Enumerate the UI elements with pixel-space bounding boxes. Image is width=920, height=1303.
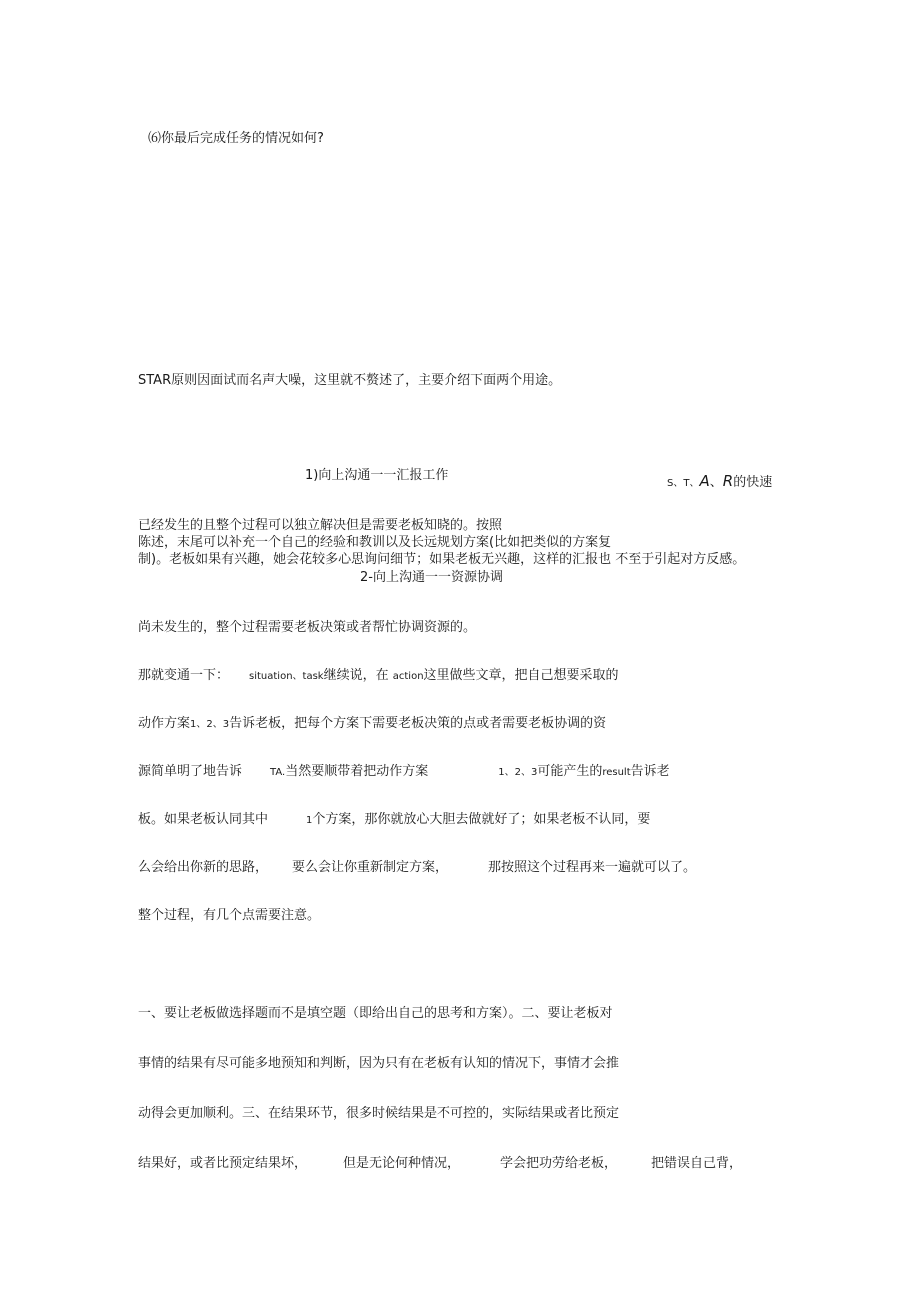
para12-seg-d: 把错误自己背， — [651, 1156, 743, 1171]
star-sep: 、 — [709, 475, 723, 490]
para1-line2-text: 陈述，末尾可以补充一个自己的经验和教训以及长远规划方案(比如把类似的方案复 — [138, 535, 612, 550]
intro-paragraph — [138, 373, 561, 389]
para6-seg-c: 个方案，那你就放心大胆去做就好了；如果老板不认同，要 — [312, 812, 651, 827]
para2 — [138, 620, 476, 636]
para7-seg-b: 要么会让你重新制定方案， — [292, 860, 449, 875]
question-6 — [148, 131, 324, 147]
para12-seg-a: 结果好，或者比预定结果坏， — [138, 1156, 308, 1171]
para10-text: 事情的结果有尽可能多地预知和判断，因为只有在老板有认知的情况下，事情才会推 — [138, 1056, 620, 1071]
para1-line3-text: 制)。老板如果有兴趣，她会花较多心思询问细节；如果老板无兴趣，这样的汇报也 不至于引起对方反感。 — [138, 552, 746, 567]
para4-seg-a: 动作方案 — [138, 716, 191, 731]
question-6-text: ⑹你最后完成任务的情况如何? — [148, 131, 324, 146]
para9-text: 一、要让老板做选择题而不是填空题（即给出自己的思考和方案）。二、要让老板对 — [138, 1006, 613, 1021]
para9 — [138, 1006, 613, 1022]
para6-seg-a: 板。如果老板认同其中 — [138, 812, 269, 827]
para1-line3 — [138, 552, 745, 568]
star-s-t: S、T、 — [667, 478, 700, 489]
para5-seg-d: 1、2、3 — [498, 767, 538, 778]
para7 — [138, 860, 696, 876]
para5-seg-b: TA. — [270, 767, 286, 778]
para5-seg-f: result — [602, 767, 631, 778]
para4 — [138, 716, 606, 733]
para5-seg-g: 告诉老 — [630, 764, 670, 779]
para12 — [138, 1156, 742, 1172]
heading-report-work-text: 1)向上沟通一一汇报工作 — [305, 468, 449, 483]
heading-resource-coordination — [360, 570, 503, 586]
para12-seg-b: 但是无论何种情况， — [343, 1156, 461, 1171]
para11 — [138, 1106, 619, 1122]
star-a: A — [699, 472, 710, 490]
para3-seg-b: situation、task — [249, 671, 324, 682]
para1-line1-text: 已经发生的且整个过程可以独立解决但是需要老板知晓的。按照 — [138, 518, 503, 533]
intro-text: STAR原则因面试而名声大噪，这里就不赘述了，主要介绍下面两个用途。 — [138, 373, 562, 388]
para8-text: 整个过程，有几个点需要注意。 — [138, 908, 321, 923]
para8 — [138, 908, 320, 924]
para10 — [138, 1056, 619, 1072]
para1-line1 — [138, 518, 502, 534]
para3-seg-e: 这里做些文章，把自己想要采取的 — [423, 668, 619, 683]
para7-seg-a: 么会给出你新的思路， — [138, 860, 269, 875]
para5-seg-e: 可能产生的 — [537, 764, 603, 779]
para3-seg-a: 那就变通一下： — [138, 668, 230, 683]
para3-seg-d: action — [392, 671, 424, 682]
para2-text: 尚未发生的，整个过程需要老板决策或者帮忙协调资源的。 — [138, 620, 477, 635]
para3 — [138, 668, 619, 685]
para5-seg-a: 源简单明了地告诉 — [138, 764, 243, 779]
para6 — [138, 812, 650, 829]
para5 — [138, 764, 670, 781]
para11-text: 动得会更加顺利。三、在结果环节，很多时候结果是不可控的，实际结果或者比预定 — [138, 1106, 620, 1121]
para4-seg-b: 1、2、3 — [190, 719, 230, 730]
heading-resource-coordination-text: 2-向上沟通一一资源协调 — [360, 570, 503, 585]
para4-seg-c: 告诉老板，把每个方案下需要老板决策的点或者需要老板协调的资 — [229, 716, 607, 731]
para5-seg-c: 当然要顺带着把动作方案 — [285, 764, 429, 779]
star-fragment — [667, 473, 772, 492]
para12-seg-c: 学会把功劳给老板， — [500, 1156, 618, 1171]
star-r: R — [722, 472, 734, 490]
para7-seg-c: 那按照这个过程再来一遍就可以了。 — [488, 860, 697, 875]
para3-seg-c: 继续说，在 — [323, 668, 393, 683]
para6-seg-b: 1 — [306, 815, 313, 826]
para1-line2 — [138, 535, 611, 551]
star-tail: 的快速 — [733, 475, 773, 490]
heading-report-work — [305, 468, 448, 484]
